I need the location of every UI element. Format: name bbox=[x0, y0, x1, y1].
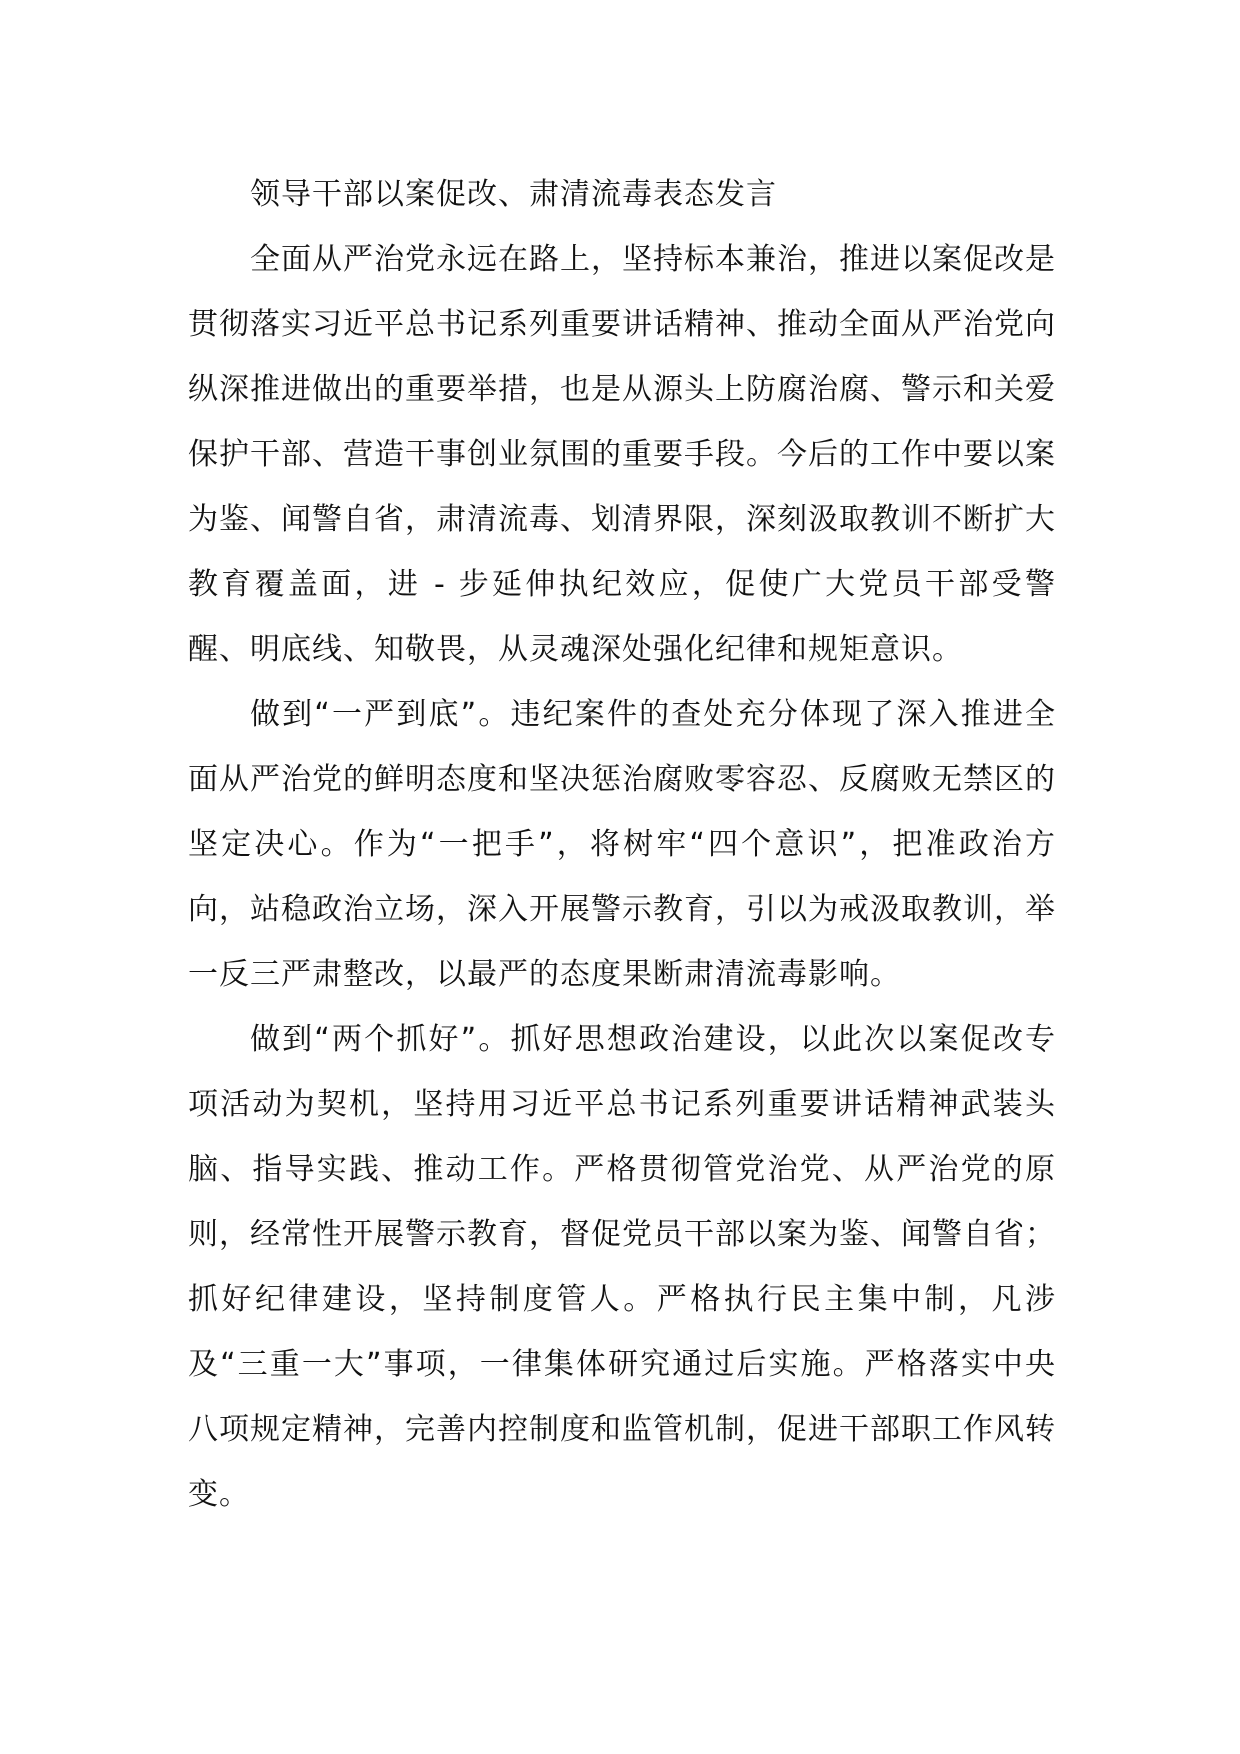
paragraph-liang-ge-zhua-hao: 做到“两个抓好”。抓好思想政治建设，以此次以案促改专项活动为契机，坚持用习近平总书记系列重要讲话精神武装头脑、指导实践、推动工作。严格贯彻管党治党、从严治党的原则，经常性开展警示教育，督促党员干部以案为鉴、闻警自省；抓好纪律建设，坚持制度管人。严格执行民主集中制，凡涉及“三重一大”事项，一律集体研究通过后实施。严格落实中央八项规定精神，完善内控制度和监管机制，促进干部职工作风转变。 bbox=[188, 1022, 1056, 1512]
paragraph-intro: 全面从严治党永远在路上，坚持标本兼治，推进以案促改是贯彻落实习近平总书记系列重要讲话精神、推动全面从严治党向纵深推进做出的重要举措，也是从源头上防腐治腐、警示和关爱保护干部、营造干事创业氛围的重要手段。今后的工作中要以案为鉴、闻警自省，肃清流毒、划清界限，深刻汲取教训不断扩大教育覆盖面，进 - 步延伸执纪效应，促使广大党员干部受警醒、明底线、知敬畏，从灵魂深处强化纪律和规矩意识。 bbox=[188, 242, 1056, 667]
document-body bbox=[188, 162, 1056, 1527]
paragraph-yi-yan-dao-di: 做到“一严到底”。违纪案件的查处充分体现了深入推进全面从严治党的鲜明态度和坚决惩治腐败零容忍、反腐败无禁区的坚定决心。作为“一把手”，将树牢“四个意识”，把准政治方向，站稳政治立场，深入开展警示教育，引以为戒汲取教训，举一反三严肃整改，以最严的态度果断肃清流毒影响。 bbox=[188, 697, 1056, 992]
document-title: 领导干部以案促改、肃清流毒表态发言 bbox=[250, 177, 777, 212]
